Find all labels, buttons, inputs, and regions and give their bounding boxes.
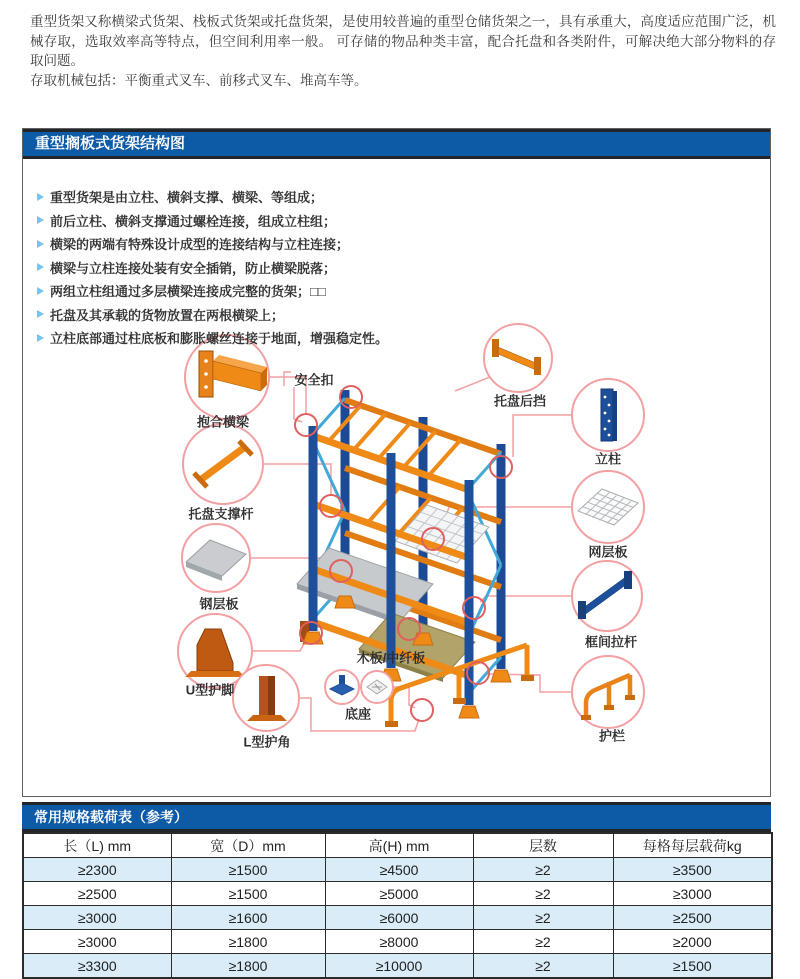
bullet-item bbox=[37, 256, 770, 280]
table-cell: ≥2000 bbox=[613, 930, 772, 954]
guard-rail-label: 护栏 bbox=[598, 728, 626, 744]
embrace-beam-label: 抱合横梁 bbox=[196, 414, 250, 430]
bullet-item bbox=[37, 303, 770, 327]
table-row bbox=[23, 858, 772, 882]
upright-column-callout bbox=[572, 379, 644, 451]
bullet-text: 前后立柱、横斜支撑通过螺栓连接，组成立柱组； bbox=[50, 213, 337, 229]
wood-board-label: 木板/中纤板 bbox=[356, 650, 426, 666]
safety-clip-label: 安全扣 bbox=[294, 372, 334, 388]
pallet-backstop-label: 托盘后挡 bbox=[493, 393, 547, 409]
upright-column-icon bbox=[601, 389, 617, 441]
bullet-text: 立柱底部通过柱底板和膨胀螺丝连接于地面，增强稳定性。 bbox=[50, 331, 389, 347]
table-cell: ≥4500 bbox=[325, 858, 473, 882]
bullet-text: 两组立柱组通过多层横梁连接成完整的货架；□□ bbox=[50, 284, 326, 300]
table-cell: ≥3000 bbox=[613, 882, 772, 906]
intro-paragraph-1: 重型货架又称横梁式货架、栈板式货架或托盘货架，是使用较普遍的重型仓储货架之一，具有承重大，高度适应范围广泛，机械存取，选取效率高等特点，但空间利用率一般。 可存储的物品种类丰富，配合托盘和各类附件，可解决绝大部分物料的存取问题。 bbox=[30, 14, 776, 68]
front-middle-upright bbox=[387, 453, 396, 668]
bullet-item bbox=[37, 232, 770, 256]
table-cell: ≥5000 bbox=[325, 882, 473, 906]
l-corner-guard-callout bbox=[233, 665, 299, 731]
table-cell: ≥10000 bbox=[325, 954, 473, 979]
table-header-cell: 高(H) mm bbox=[325, 833, 473, 858]
table-cell: ≥1500 bbox=[171, 882, 325, 906]
bullet-item bbox=[37, 209, 770, 233]
wire-mesh-shelf-callout bbox=[572, 471, 644, 543]
table-header-cell: 每格每层载荷kg bbox=[613, 833, 772, 858]
frame-tie-rod-label: 框间拉杆 bbox=[584, 634, 638, 650]
spec-table bbox=[22, 832, 773, 979]
table-cell: ≥2300 bbox=[23, 858, 171, 882]
bullet-item bbox=[37, 185, 770, 209]
table-cell: ≥1800 bbox=[171, 954, 325, 979]
table-header-cell: 长（L) mm bbox=[23, 833, 171, 858]
steel-shelf-label: 钢层板 bbox=[199, 596, 239, 612]
l-corner-guard-label: L型护角 bbox=[243, 734, 291, 750]
base-plate-label: 底座 bbox=[344, 706, 372, 722]
table-cell: ≥2 bbox=[473, 882, 613, 906]
bullet-arrow-icon bbox=[37, 310, 44, 318]
table-cell: ≥1800 bbox=[171, 930, 325, 954]
table-cell: ≥2 bbox=[473, 906, 613, 930]
table-cell: ≥1500 bbox=[613, 954, 772, 979]
bullet-arrow-icon bbox=[37, 240, 44, 248]
bullet-arrow-icon bbox=[37, 193, 44, 201]
table-cell: ≥6000 bbox=[325, 906, 473, 930]
table-row bbox=[23, 882, 772, 906]
bullet-arrow-icon bbox=[37, 216, 44, 224]
table-row bbox=[23, 906, 772, 930]
bullet-item bbox=[37, 326, 770, 350]
table-cell: ≥2 bbox=[473, 954, 613, 979]
table-cell: ≥3300 bbox=[23, 954, 171, 979]
feature-bullet-list bbox=[23, 185, 770, 350]
table-cell: ≥2 bbox=[473, 858, 613, 882]
table-header-row bbox=[23, 833, 772, 858]
pallet-support-bar-label: 托盘支撑杆 bbox=[188, 506, 254, 522]
table-cell: ≥2500 bbox=[613, 906, 772, 930]
bullet-arrow-icon bbox=[37, 287, 44, 295]
pallet-support-bar-callout bbox=[183, 424, 263, 504]
table-cell: ≥8000 bbox=[325, 930, 473, 954]
table-cell: ≥2500 bbox=[23, 882, 171, 906]
steel-shelf-callout bbox=[182, 524, 250, 592]
front-left-upright bbox=[309, 426, 318, 631]
table-row bbox=[23, 930, 772, 954]
table-cell: ≥3000 bbox=[23, 930, 171, 954]
bullet-arrow-icon bbox=[37, 334, 44, 342]
table-header-cell: 宽（D）mm bbox=[171, 833, 325, 858]
guard-rail-callout bbox=[572, 656, 644, 728]
spec-table-title: 常用规格载荷表（参考） bbox=[22, 802, 771, 832]
intro-paragraphs bbox=[30, 12, 776, 90]
table-cell: ≥1600 bbox=[171, 906, 325, 930]
bullet-text: 横梁的两端有特殊设计成型的连接结构与立柱连接； bbox=[50, 237, 350, 253]
table-cell: ≥3500 bbox=[613, 858, 772, 882]
spec-table-section bbox=[22, 802, 771, 979]
bullet-arrow-icon bbox=[37, 263, 44, 271]
bullet-text: 重型货架是由立柱、横斜支撑、横梁、等组成； bbox=[50, 190, 324, 206]
bullet-text: 横梁与立柱连接处装有安全插销，防止横梁脱落； bbox=[50, 260, 337, 276]
bullet-text: 托盘及其承载的货物放置在两根横梁上； bbox=[50, 307, 285, 323]
frame-tie-rod-callout bbox=[572, 561, 642, 631]
table-row bbox=[23, 954, 772, 979]
table-cell: ≥1500 bbox=[171, 858, 325, 882]
structure-section-title: 重型搁板式货架结构图 bbox=[23, 129, 770, 159]
table-header-cell: 层数 bbox=[473, 833, 613, 858]
upright-column-label: 立柱 bbox=[594, 451, 622, 467]
table-cell: ≥3000 bbox=[23, 906, 171, 930]
u-foot-guard-label: U型护脚 bbox=[185, 682, 235, 698]
structure-section-panel bbox=[22, 128, 771, 797]
bullet-item bbox=[37, 279, 770, 303]
intro-paragraph-2: 存取机械包括：平衡重式叉车、前移式叉车、堆高车等。 bbox=[30, 72, 368, 88]
table-cell: ≥2 bbox=[473, 930, 613, 954]
base-plate-callout bbox=[325, 670, 393, 704]
front-right-upright bbox=[465, 480, 474, 705]
wire-mesh-shelf-label: 网层板 bbox=[588, 544, 628, 560]
